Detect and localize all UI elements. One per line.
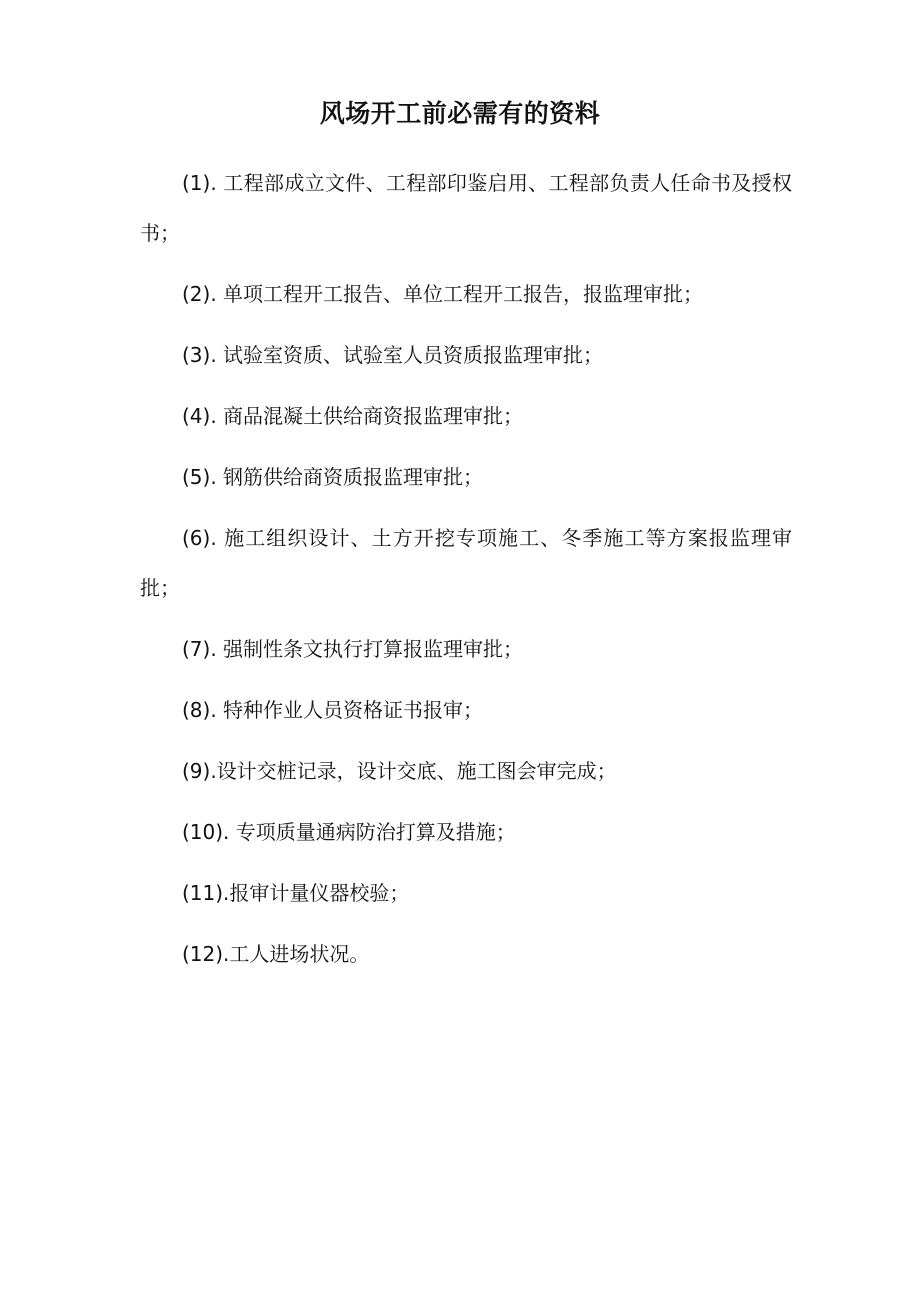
list-item-12: (12).工人进场状况。 bbox=[182, 942, 370, 966]
list-item-6: (6). 施工组织设计、土方开挖专项施工、冬季施工等方案报监理审批； bbox=[140, 526, 792, 600]
list-item-4: (4). 商品混凝土供给商资报监理审批； bbox=[182, 404, 524, 428]
list-item-11: (11).报审计量仪器校验； bbox=[182, 881, 410, 905]
list-item-9: (9).设计交桩记录，设计交底、施工图会审完成； bbox=[182, 759, 617, 783]
list-item-2: (2). 单项工程开工报告、单位工程开工报告，报监理审批； bbox=[182, 282, 704, 306]
list-item-8: (8). 特种作业人员资格证书报审； bbox=[182, 698, 484, 722]
list-item-5: (5). 钢筋供给商资质报监理审批； bbox=[182, 465, 484, 489]
list-item-3: (3). 试验室资质、试验室人员资质报监理审批； bbox=[182, 343, 604, 367]
document-title: 风场开工前必需有的资料 bbox=[319, 99, 601, 128]
list-item-10: (10). 专项质量通病防治打算及措施； bbox=[182, 820, 516, 844]
list-item-7: (7). 强制性条文执行打算报监理审批； bbox=[182, 637, 524, 661]
document-body bbox=[140, 158, 792, 990]
list-item-1: (1). 工程部成立文件、工程部印鉴启用、工程部负责人任命书及授权书； bbox=[140, 171, 792, 245]
